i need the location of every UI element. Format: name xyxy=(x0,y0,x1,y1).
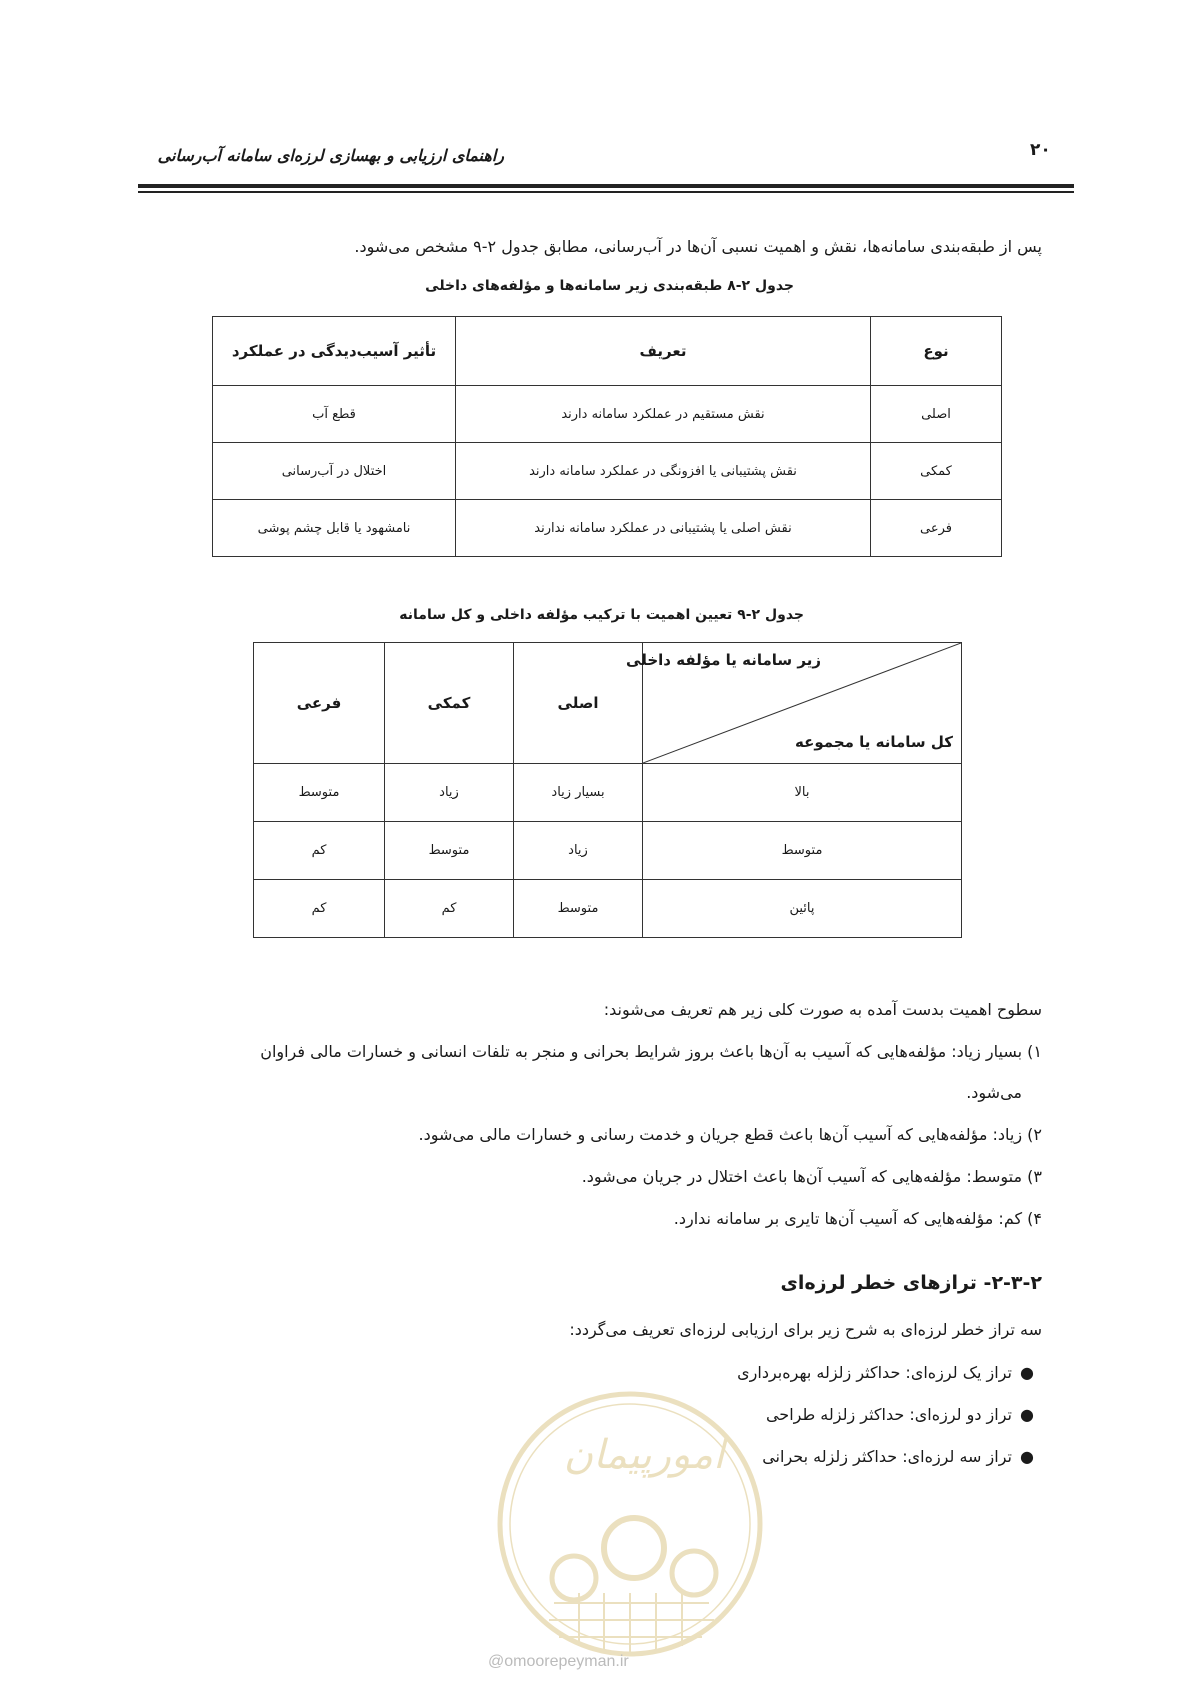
cell-definition: نقش مستقیم در عملکرد سامانه دارند xyxy=(456,386,871,443)
diagonal-corner-cell xyxy=(626,643,962,764)
section-heading: ۲-۳-۲- ترازهای خطر لرزه‌ای xyxy=(780,1272,1042,1294)
table-row xyxy=(213,443,1002,500)
cell-value: متوسط xyxy=(385,822,514,880)
cell-value: بسیار زیاد xyxy=(514,764,643,822)
list-item xyxy=(762,1447,1042,1466)
level-item-4: ۴) کم: مؤلفه‌هایی که آسیب آن‌ها تایری بر سامانه ندارد. xyxy=(673,1209,1042,1228)
svg-text:امورپیمان: امورپیمان xyxy=(563,1432,725,1478)
cell-system-level: پائین xyxy=(643,880,962,938)
corner-top-label: زیر سامانه یا مؤلفه داخلی xyxy=(626,651,821,669)
level-item-3: ۳) متوسط: مؤلفه‌هایی که آسیب آن‌ها باعث اختلال در جریان می‌شود. xyxy=(581,1167,1042,1186)
header-primary: اصلی xyxy=(514,643,643,764)
list-item-text: تراز دو لرزه‌ای: حداکثر زلزله طراحی xyxy=(765,1405,1012,1424)
table-row xyxy=(254,880,962,938)
cell-value: کم xyxy=(254,880,385,938)
header-type: نوع xyxy=(871,317,1002,386)
corner-bottom-label: کل سامانه یا مجموعه xyxy=(795,733,953,751)
cell-system-level: متوسط xyxy=(643,822,962,880)
table-row xyxy=(254,764,962,822)
cell-value: زیاد xyxy=(385,764,514,822)
table-header-row xyxy=(213,317,1002,386)
cell-impact: نامشهود یا قابل چشم پوشی xyxy=(213,500,456,557)
cell-system-level: بالا xyxy=(643,764,962,822)
cell-type: اصلی xyxy=(871,386,1002,443)
bullet-icon: ● xyxy=(1020,1447,1034,1466)
table2-caption: جدول ۲-۹ تعیین اهمیت با ترکیب مؤلفه داخلی و کل سامانه xyxy=(399,607,804,623)
level-item-1: ۱) بسیار زیاد: مؤلفه‌هایی که آسیب به آن‌ها باعث بروز شرایط بحرانی و منجر به تلفات انسانی و خسارات مالی فراوان xyxy=(260,1042,1042,1061)
cell-type: کمکی xyxy=(871,443,1002,500)
running-title: راهنمای ارزیابی و بهسازی لرزه‌ای سامانه آب‌رسانی xyxy=(157,146,504,165)
cell-value: زیاد xyxy=(514,822,643,880)
table-row xyxy=(213,386,1002,443)
list-item xyxy=(737,1363,1042,1382)
level-item-1-continued: می‌شود. xyxy=(966,1083,1022,1102)
cell-impact: اختلال در آب‌رسانی xyxy=(213,443,456,500)
cell-impact: قطع آب xyxy=(213,386,456,443)
section-intro: سه تراز خطر لرزه‌ای به شرح زیر برای ارزیابی لرزه‌ای تعریف می‌گردد: xyxy=(569,1320,1042,1339)
header-auxiliary: کمکی xyxy=(385,643,514,764)
level-item-2: ۲) زیاد: مؤلفه‌هایی که آسیب آن‌ها باعث قطع جریان و خدمت رسانی و خسارات مالی می‌شود. xyxy=(418,1125,1042,1144)
classification-table xyxy=(212,316,1002,557)
table1-caption: جدول ۲-۸ طبقه‌بندی زیر سامانه‌ها و مؤلفه‌های داخلی xyxy=(425,278,794,294)
bullet-icon: ● xyxy=(1020,1405,1034,1424)
levels-intro: سطوح اهمیت بدست آمده به صورت کلی زیر هم تعریف می‌شوند: xyxy=(603,1000,1042,1019)
header-secondary: فرعی xyxy=(254,643,385,764)
bullet-icon: ● xyxy=(1020,1363,1034,1382)
table-row xyxy=(254,822,962,880)
cell-type: فرعی xyxy=(871,500,1002,557)
watermark-url: @omoorepeyman.ir xyxy=(488,1653,629,1670)
header-definition: تعریف xyxy=(456,317,871,386)
header-impact: تأثیر آسیب‌دیدگی در عملکرد xyxy=(213,317,456,386)
page-number: ۲۰ xyxy=(1030,140,1051,160)
cell-value: کم xyxy=(385,880,514,938)
table-header-row xyxy=(254,643,962,764)
header-rule-thin xyxy=(138,191,1074,193)
table-row xyxy=(213,500,1002,557)
list-item-text: تراز سه لرزه‌ای: حداکثر زلزله بحرانی xyxy=(762,1447,1012,1466)
list-item xyxy=(766,1405,1042,1424)
list-item-text: تراز یک لرزه‌ای: حداکثر زلزله بهره‌برداری xyxy=(737,1363,1012,1382)
cell-definition: نقش پشتیبانی یا افزونگی در عملکرد سامانه دارند xyxy=(456,443,871,500)
intro-paragraph: پس از طبقه‌بندی سامانه‌ها، نقش و اهمیت نسبی آن‌ها در آب‌رسانی، مطابق جدول ۲-۹ مشخص می‌شود. xyxy=(354,237,1042,256)
watermark-logo xyxy=(494,1388,766,1660)
header-rule-thick xyxy=(138,184,1074,188)
cell-value: متوسط xyxy=(254,764,385,822)
cell-value: متوسط xyxy=(514,880,643,938)
cell-definition: نقش اصلی یا پشتیبانی در عملکرد سامانه ندارند xyxy=(456,500,871,557)
importance-matrix-table xyxy=(253,642,962,938)
cell-value: کم xyxy=(254,822,385,880)
